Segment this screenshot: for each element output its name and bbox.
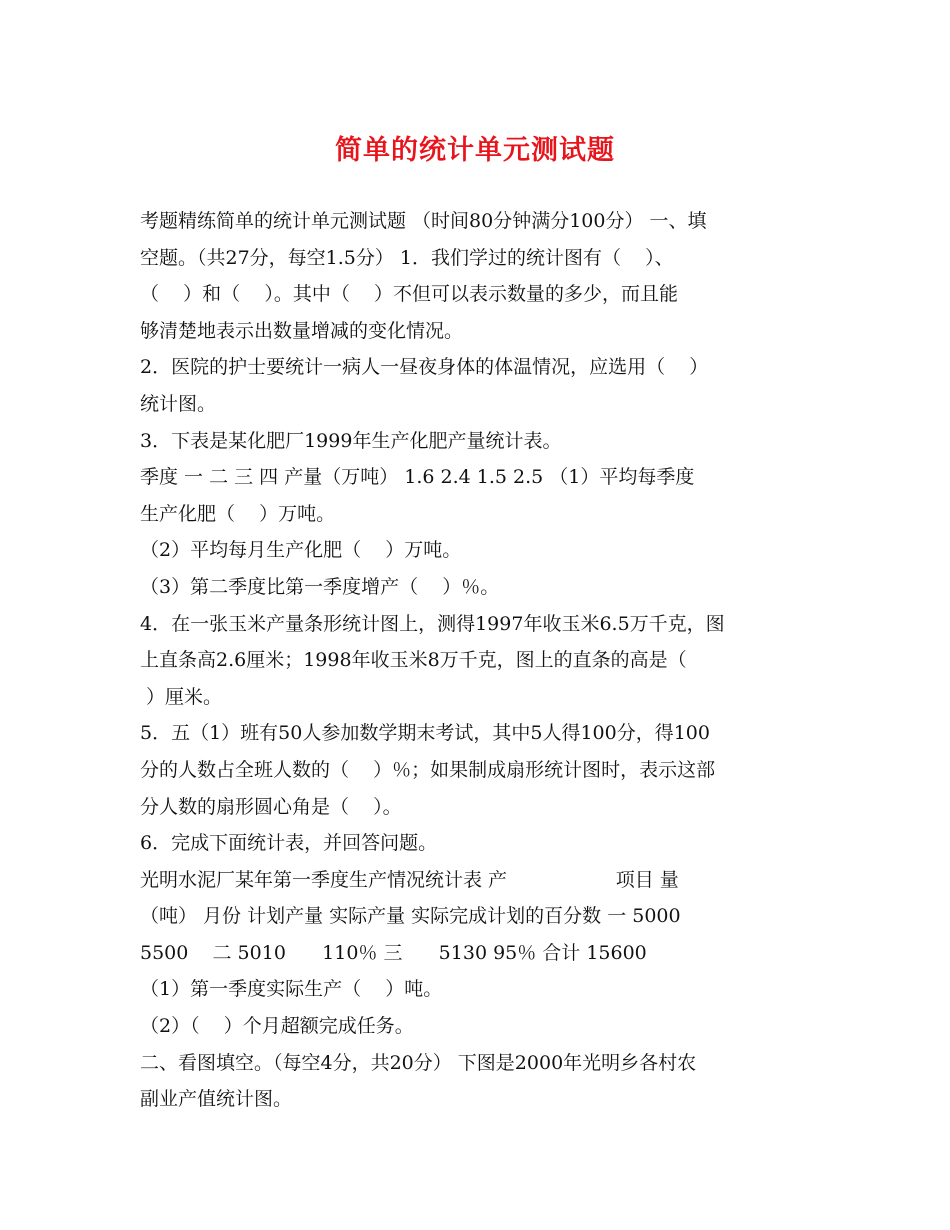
- text-line: 6．完成下面统计表，并回答问题。: [140, 832, 438, 855]
- text-line: 上直条高2.6厘米；1998年收玉米8万千克，图上的直条的高是（: [140, 649, 687, 672]
- text-line: 5500 二 5010 110％ 三 5130 95％ 合计 15600: [140, 941, 647, 964]
- text-line: 分人数的扇形圆心角是（ ）。: [140, 795, 402, 818]
- text-line: （2）（ ）个月超额完成任务。: [140, 1015, 414, 1038]
- document-body: [140, 203, 820, 1118]
- text-line: 考题精练简单的统计单元测试题 （时间80分钟满分100分） 一、填: [140, 210, 707, 232]
- text-line: 光明水泥厂某年第一季度生产情况统计表 产 项目 量: [140, 868, 679, 891]
- text-line: 统计图。: [140, 392, 217, 415]
- text-line: 2．医院的护士要统计一病人一昼夜身体的体温情况，应选用（ ）: [140, 356, 709, 379]
- text-line: 季度 一 二 三 四 产量（万吨） 1.6 2.4 1.5 2.5 （1）平均每季度: [140, 466, 695, 489]
- text-line: 3．下表是某化肥厂1999年生产化肥产量统计表。: [140, 429, 562, 452]
- text-line: （1）第一季度实际生产（ ）吨。: [140, 978, 443, 1001]
- text-line: ）厘米。: [140, 685, 223, 708]
- document-title: 简单的统计单元测试题: [335, 135, 615, 166]
- text-line: 5．五（1）班有50人参加数学期末考试，其中5人得100分，得100: [140, 722, 710, 745]
- text-line: 4．在一张玉米产量条形统计图上，测得1997年收玉米6.5万千克，图: [140, 612, 725, 635]
- text-line: 生产化肥（ ）万吨。: [140, 502, 336, 525]
- text-line: 副业产值统计图。: [140, 1088, 293, 1111]
- text-line: （ ）和（ ）。其中（ ）不但可以表示数量的多少，而且能: [140, 283, 678, 306]
- text-line: （2）平均每月生产化肥（ ）万吨。: [140, 539, 462, 562]
- text-line: 分的人数占全班人数的（ ）％；如果制成扇形统计图时，表示这部: [140, 758, 716, 781]
- text-line: 够清楚地表示出数量增减的变化情况。: [140, 319, 464, 342]
- text-line: 二、看图填空。（每空4分，共20分） 下图是2000年光明乡各村农: [140, 1051, 697, 1074]
- text-line: （吨） 月份 计划产量 实际产量 实际完成计划的百分数 一 5000: [140, 905, 681, 928]
- text-line: 空题。（共27分，每空1.5分） 1．我们学过的统计图有（ ）、: [140, 246, 674, 269]
- text-line: （3）第二季度比第一季度增产（ ）％。: [140, 575, 500, 598]
